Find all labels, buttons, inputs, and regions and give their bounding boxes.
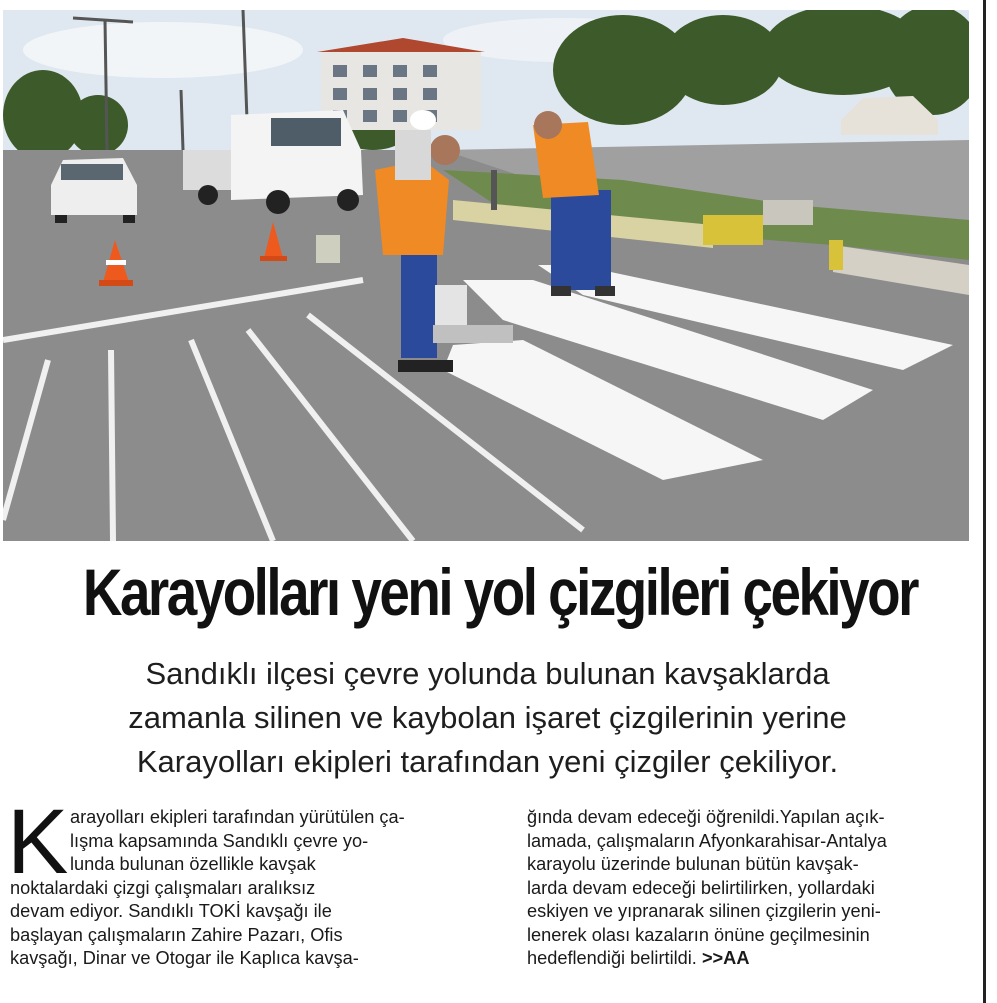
article-photo xyxy=(3,10,969,541)
body-line-last xyxy=(527,947,977,971)
lead-paragraph xyxy=(0,652,975,784)
body-line: arayolları ekipleri tarafından yürütülen ça- xyxy=(70,807,405,827)
body-line: lamada, çalışmaların Afyonkarahisar-Antalya xyxy=(527,830,887,851)
body-line: eskiyen ve yıpranarak silinen çizgilerin yeni- xyxy=(527,901,881,921)
headline: Karayolları yeni yol çizgileri çekiyor xyxy=(82,555,917,629)
lead-line: Karayolları ekipleri tarafından yeni çizgiler çekiliyor. xyxy=(136,744,839,779)
body-line: kavşağı, Dinar ve Otogar ile Kaplıca kavşa- xyxy=(10,948,359,968)
lead-line: zamanla silinen ve kaybolan işaret çizgilerinin yerine xyxy=(128,700,847,735)
lead-line: Sandıklı ilçesi çevre yolunda bulunan kavşaklarda xyxy=(145,656,830,691)
body-line: devam ediyor. Sandıklı TOKİ kavşağı ile xyxy=(10,901,332,921)
body-text: hedeflendiği belirtildi. xyxy=(527,948,697,968)
body-line: başlayan çalışmaların Zahire Pazarı, Ofis xyxy=(10,924,343,945)
body-column-1 xyxy=(7,791,480,971)
drop-cap: K xyxy=(7,791,69,893)
body-line: larda devam edeceği belirtilirken, yollardaki xyxy=(527,877,875,898)
body-line: karayolu üzerinde bulunan bütün kavşak- xyxy=(527,854,859,874)
body-line: lışma kapsamında Sandıklı çevre yo- xyxy=(70,830,369,851)
body-line: lenerek olası kazaların önüne geçilmesinin xyxy=(527,924,870,945)
paint-bucket xyxy=(316,235,340,263)
body-column-2 xyxy=(527,806,977,971)
body-line: lunda bulunan özellikle kavşak xyxy=(70,854,316,874)
body-line: ğında devam edeceği öğrenildi.Yapılan açık- xyxy=(527,807,885,827)
body-line: noktalardaki çizgi çalışmaları aralıksız xyxy=(10,877,316,898)
column-rule xyxy=(983,0,986,1003)
white-car xyxy=(51,158,137,223)
source-credit: >>AA xyxy=(701,948,750,968)
